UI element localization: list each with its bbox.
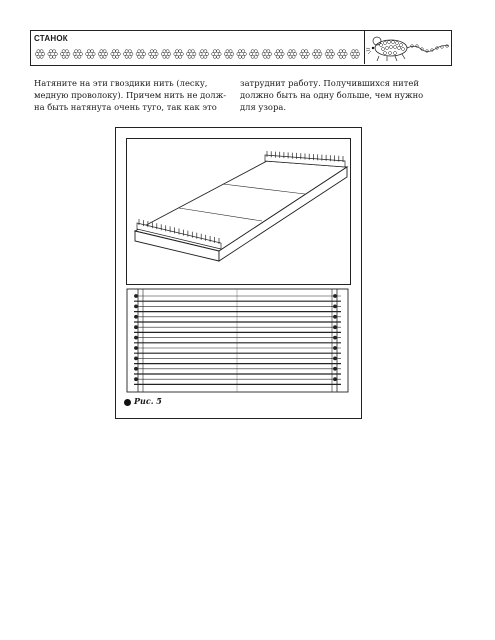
bead-flower xyxy=(149,50,159,59)
figure-caption: Рис. 5 xyxy=(134,396,162,406)
nail-head xyxy=(135,315,138,318)
bead-flower xyxy=(300,50,310,59)
nail-head xyxy=(135,326,138,329)
nail-head xyxy=(334,357,337,360)
loom-threaded-illustration xyxy=(126,288,349,393)
text-line: на быть натянута очень туго, так как это xyxy=(34,102,217,112)
bead-flower xyxy=(275,50,285,59)
bead-flower xyxy=(224,50,234,59)
mascot-box xyxy=(364,30,452,64)
bead-flower xyxy=(136,50,146,59)
text-line: затруднит работу. Получившихся нитей xyxy=(240,78,419,88)
nail-head xyxy=(334,367,337,370)
text-column-left xyxy=(34,77,234,113)
text-line: должно быть на одну больше, чем нужно xyxy=(240,90,424,100)
bead-flower xyxy=(35,50,45,59)
bead-flower xyxy=(212,50,222,59)
bead-flower xyxy=(312,50,322,59)
loom-board-drawing xyxy=(127,139,350,284)
bead-flower xyxy=(262,50,272,59)
bead-flower xyxy=(249,50,259,59)
threaded-loom-drawing xyxy=(126,288,349,393)
bead-flower xyxy=(350,50,360,59)
bead-flower xyxy=(98,50,108,59)
loom-perspective-illustration xyxy=(126,138,351,285)
text-line: для узора. xyxy=(240,102,286,112)
nail-head xyxy=(334,326,337,329)
bead-flower xyxy=(161,50,171,59)
bead-flower xyxy=(287,50,297,59)
nail-head xyxy=(135,347,138,350)
nail-head xyxy=(135,378,138,381)
nail-head xyxy=(135,367,138,370)
nail-head xyxy=(135,336,138,339)
nail-head xyxy=(334,315,337,318)
nail-head xyxy=(334,305,337,308)
section-header xyxy=(30,30,452,66)
nail-head xyxy=(135,357,138,360)
nail-head xyxy=(135,305,138,308)
bead-flower xyxy=(86,50,96,59)
bead-flower xyxy=(186,50,196,59)
bead-flower xyxy=(174,50,184,59)
bead-flower xyxy=(199,50,209,59)
bead-flower xyxy=(60,50,70,59)
nail-head xyxy=(334,336,337,339)
mouse-icon xyxy=(365,30,452,64)
bead-flower xyxy=(123,50,133,59)
text-line: Натяните на эти гвоздики нить (леску, xyxy=(34,78,208,88)
bullet-dot-icon xyxy=(124,399,131,406)
bead-flower xyxy=(48,50,58,59)
bead-border-decoration xyxy=(33,45,363,63)
bead-flower xyxy=(237,50,247,59)
bead-flower xyxy=(325,50,335,59)
bead-flower xyxy=(338,50,348,59)
bead-flower xyxy=(73,50,83,59)
text-column-right xyxy=(240,77,435,113)
text-line: медную проволоку). Причем нить не долж- xyxy=(34,90,227,100)
section-title: СТАНОК xyxy=(34,34,68,43)
nail-head xyxy=(334,378,337,381)
figure-frame xyxy=(115,127,362,419)
figure-caption-row xyxy=(124,396,162,406)
nail-head xyxy=(135,295,138,298)
nail-head xyxy=(334,347,337,350)
bead-flower xyxy=(111,50,121,59)
nail-head xyxy=(334,295,337,298)
